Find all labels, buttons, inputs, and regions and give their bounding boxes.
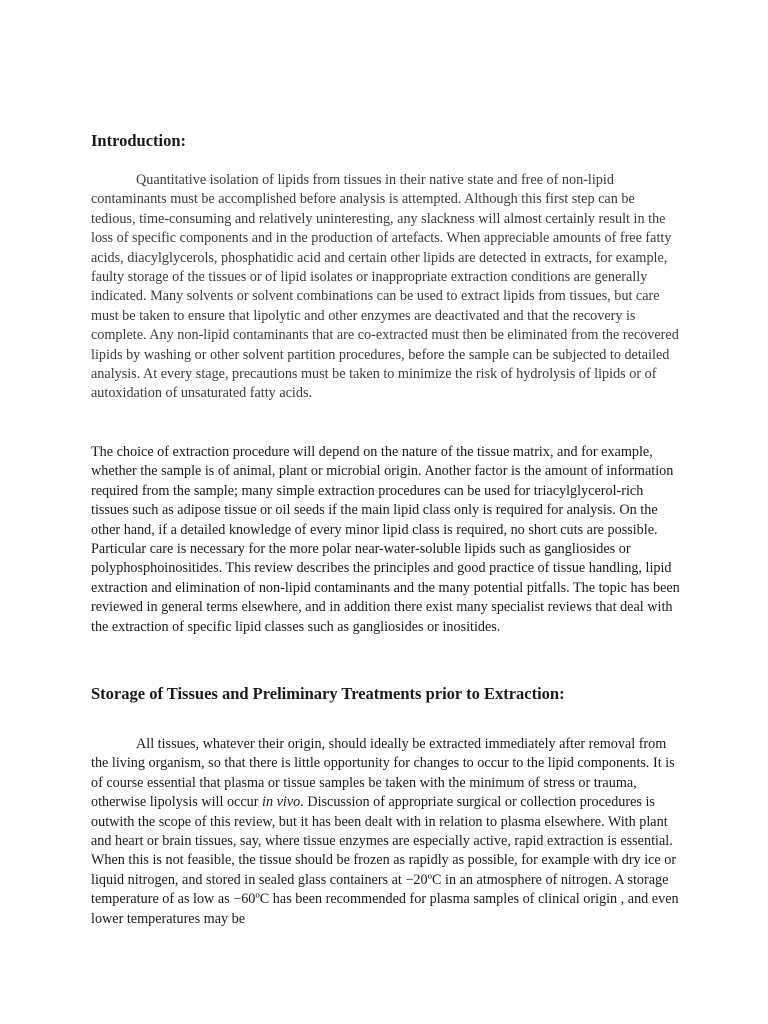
storage-paragraph-1 xyxy=(91,735,681,929)
storage-heading: Storage of Tissues and Preliminary Treatments prior to Extraction: xyxy=(91,684,565,703)
introduction-paragraph-2: The choice of extraction procedure will depend on the nature of the tissue matrix, and for example, whether the sample is of animal, plant or microbial origin. Another factor is the amount of information required from the sample; many simple extraction procedures can be used for triacylglycerol-rich tissues such as adipose tissue or oil seeds if the main lipid class only is required for analysis. On the other hand, if a detailed knowledge of every minor lipid class is required, no short cuts are possible. Particular care is necessary for the more polar near-water-soluble lipids such as gangliosides or polyphosphoinositides. This review describes the principles and good practice of tissue handling, lipid extraction and elimination of non-lipid contaminants and the many potential pitfalls. The topic has been reviewed in general terms elsewhere, and in addition there exist many specialist reviews that deal with the extraction of specific lipid classes such as gangliosides or inositides. xyxy=(91,444,680,635)
storage-text-after-italic: . Discussion of appropriate surgical or collection procedures is outwith the scope of this review, but it has been dealt with in relation to plasma elsewhere. With plant and heart or brain tissues, say, where tissue enzymes are especially active, rapid extraction is essential. When this is not feasible, the tissue should be frozen as rapidly as possible, for example with dry ice or liquid nitrogen, and stored in sealed glass containers at −20ºC in an atmosphere of nitrogen. A storage temperature of as low as −60ºC has been recommended for plasma samples of clinical origin , and even lower temperatures may be xyxy=(91,794,679,927)
introduction-paragraph-1: Quantitative isolation of lipids from tissues in their native state and free of non-lipid contaminants must be accomplished before analysis is attempted. Although this first step can be tedious, time-consuming and relatively uninteresting, any slackness will almost certainly result in the loss of specific components and in the production of artefacts. When appreciable amounts of free fatty acids, diacylglycerols, phosphatidic acid and certain other lipids are detected in extracts, for example, faulty storage of the tissues or of lipid isolates or inappropriate extraction conditions are generally indicated. Many solvents or solvent combinations can be used to extract lipids from tissues, but care must be taken to ensure that lipolytic and other enzymes are deactivated and that the recovery is complete. Any non-lipid contaminants that are co-extracted must then be eliminated from the recovered lipids by washing or other solvent partition procedures, before the sample can be subjected to detailed analysis. At every stage, precautions must be taken to minimize the risk of hydrolysis of lipids or of autoxidation of unsaturated fatty acids. xyxy=(91,172,679,402)
storage-text-italic: in vivo xyxy=(262,794,301,811)
storage-text-before-italic: All tissues, whatever their origin, should ideally be extracted immediately after removal from the living organism, so that there is little opportunity for changes to occur to the lipid components. It is of course essential that plasma or tissue samples be taken with the minimum of stress or trauma, otherwise lipolysis will occur xyxy=(91,736,675,811)
introduction-heading: Introduction: xyxy=(91,131,187,150)
